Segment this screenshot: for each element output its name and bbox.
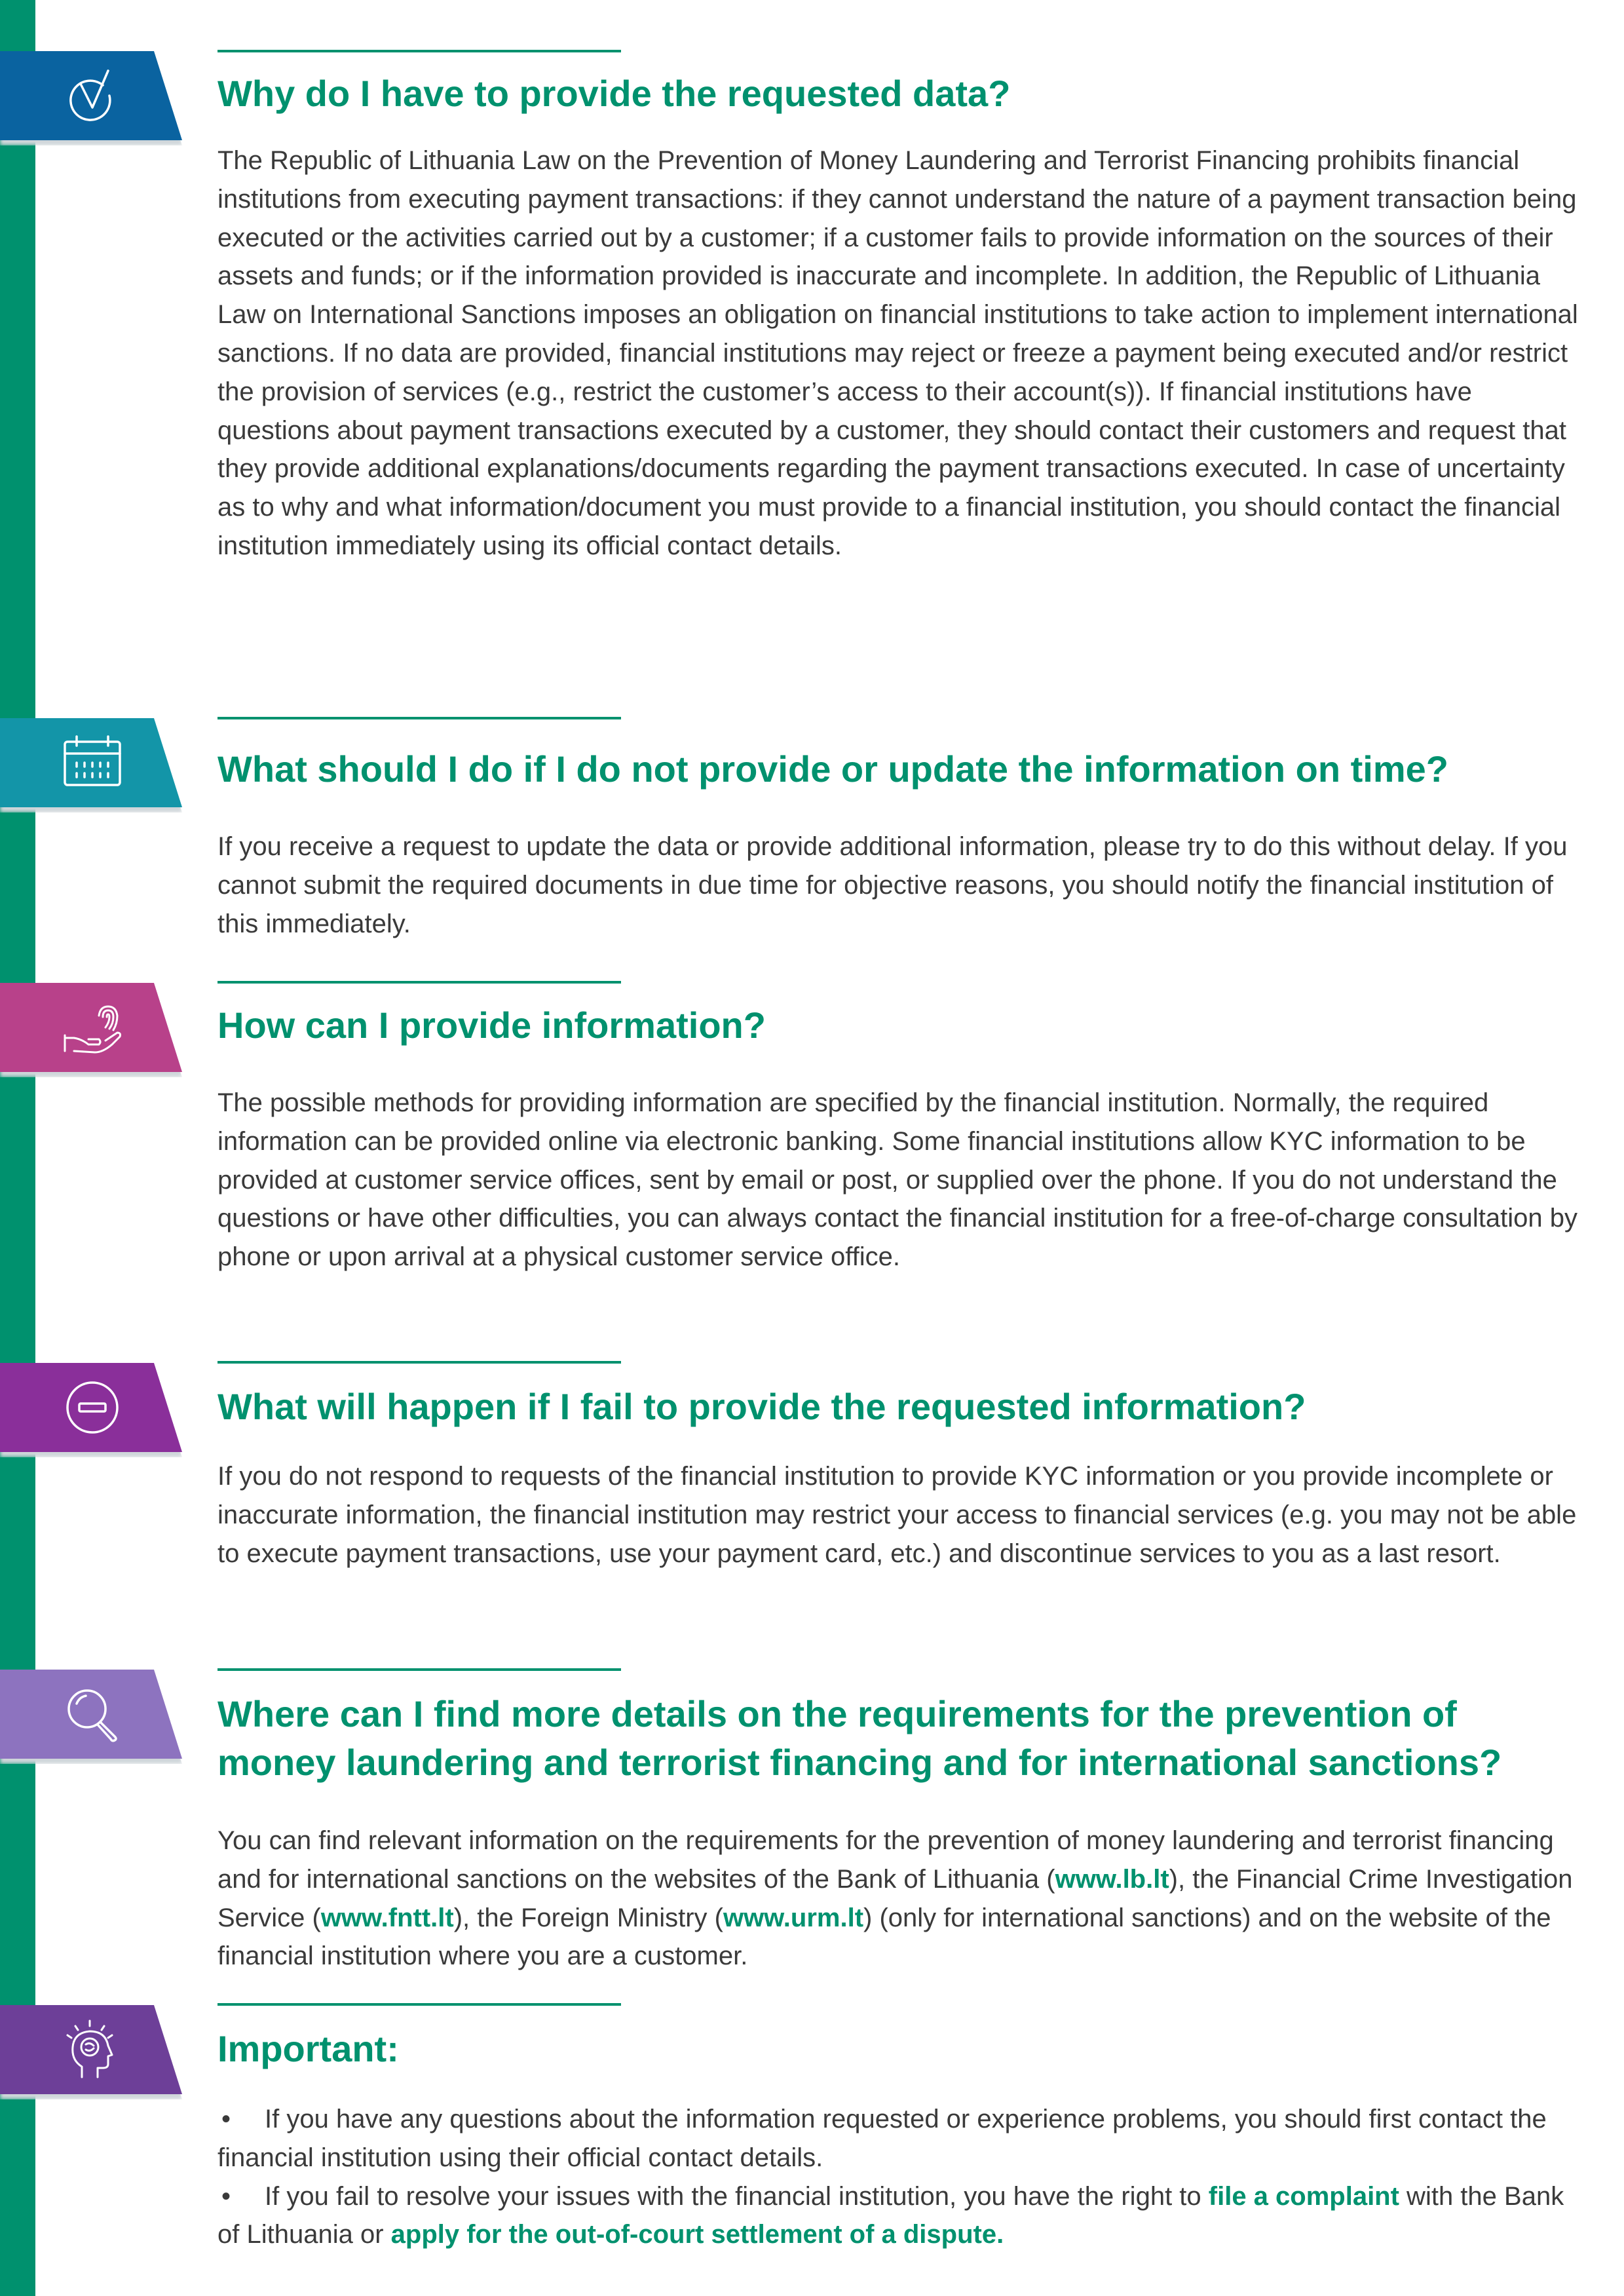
section-tab-why	[0, 51, 182, 140]
minus-circle-icon	[62, 1377, 123, 1438]
left-accent-bar	[0, 0, 35, 2296]
section-heading: How can I provide information?	[217, 1004, 766, 1046]
section-tab-how	[0, 983, 182, 1072]
calendar-icon	[62, 733, 123, 793]
section-body: The possible methods for providing information are specified by the financial institution. Normally, the required information can be provided online via electronic banking. Some financial institutions allow KYC information to be provided at customer service offices, sent by email or post, or supplied over the phone. If you do not understand the questions or have other difficulties, you can always contact the financial institution for a free-of-charge consultation by phone or upon arrival at a physical customer service office.	[217, 1088, 1577, 1272]
important-bullet-list	[217, 2100, 1580, 2254]
section-tab-details	[0, 1670, 182, 1759]
section-tab-time	[0, 718, 182, 807]
out-of-court-settlement-link[interactable]: apply for the out-of-court settlement of a dispute	[390, 2220, 997, 2249]
checkmark-circle-icon	[62, 66, 123, 126]
section-body: If you receive a request to update the data or provide additional information, please try to do this without delay. If you cannot submit the required documents in due time for objective reasons, you should notify the financial institution of this immediately.	[217, 832, 1568, 938]
body-text-span: You can find relevant information on the requirements for the prevention of money laundering and terrorist financing and for international sanctions on the websites of the Bank of Lithuania (	[217, 1826, 1554, 1894]
bullet-text: If you fail to resolve your issues with the financial institution, you have the right to	[265, 2181, 1209, 2211]
body-text-span: ) (only for international sanctions) and on the website of the financial institution where you are a customer.	[217, 1903, 1551, 1971]
bullet-text: If you have any questions about the information requested or experience problems, you should first contact the financial institution using their official contact details.	[217, 2105, 1547, 2172]
urm-website-link[interactable]: www.urm.lt	[723, 1903, 864, 1932]
section-heading: What should I do if I do not provide or update the information on time?	[217, 748, 1448, 790]
magnifier-icon	[62, 1684, 123, 1744]
section-divider	[217, 717, 621, 719]
section-heading: Where can I find more details on the requirements for the prevention of money laundering and terrorist financing and for international sanctions?	[217, 1693, 1502, 1783]
bullet-item	[217, 2100, 1580, 2177]
body-text-span: ), the Foreign Ministry (	[453, 1903, 723, 1932]
bullet-dot: •	[221, 2181, 231, 2211]
section-divider	[217, 981, 621, 984]
section-divider	[217, 1668, 621, 1671]
body-text-span: ), the Financial Crime Investigation Service (	[217, 1864, 1573, 1932]
head-brain-icon	[62, 2019, 123, 2080]
section-divider	[217, 1361, 621, 1364]
bullet-dot: •	[221, 2105, 231, 2133]
section-heading: Important:	[217, 2028, 399, 2069]
bullet-text: with the Bank of Lithuania or	[217, 2181, 1564, 2249]
section-body: The Republic of Lithuania Law on the Prevention of Money Laundering and Terrorist Financing prohibits financial institutions from executing payment transactions: if they cannot understand the nature of a payment transaction being executed or the activities carried out by a customer; if a customer fails to provide information on the sources of their assets and funds; or if the information provided is inaccurate and incomplete. In addition, the Republic of Lithuania Law on International Sanctions imposes an obligation on financial institutions to take action to implement international sanctions. If no data are provided, financial institutions may reject or freeze a payment being executed and/or restrict the provision of services (e.g., restrict the customer’s access to their account(s)). If financial institutions have questions about payment transactions executed by a customer, they should contact their customers and request that they provide additional explanations/documents regarding the payment transactions executed. In case of uncertainty as to why and what information/document you must provide to a financial institution, you should contact the financial institution immediately using its official contact details.	[217, 146, 1578, 560]
section-body: If you do not respond to requests of the financial institution to provide KYC information or you provide incomplete or inaccurate information, the financial institution may restrict your access to financial services (e.g. you may not be able to execute payment transactions, use your payment card, etc.) and discontinue services to you as a last resort.	[217, 1462, 1577, 1568]
bullet-item	[217, 2177, 1580, 2255]
section-heading: Why do I have to provide the requested data?	[217, 73, 1011, 114]
fingerprint-hand-icon	[62, 997, 123, 1058]
section-divider	[217, 2003, 621, 2006]
section-body	[217, 1822, 1580, 1976]
section-heading: What will happen if I fail to provide the requested information?	[217, 1386, 1306, 1427]
section-divider	[217, 50, 621, 52]
lb-website-link[interactable]: www.lb.lt	[1055, 1864, 1169, 1894]
bullet-text: .	[996, 2220, 1004, 2249]
file-complaint-link[interactable]: file a complaint	[1208, 2181, 1399, 2211]
fntt-website-link[interactable]: www.fntt.lt	[320, 1903, 454, 1932]
section-tab-fail	[0, 1363, 182, 1452]
section-tab-important	[0, 2005, 182, 2094]
